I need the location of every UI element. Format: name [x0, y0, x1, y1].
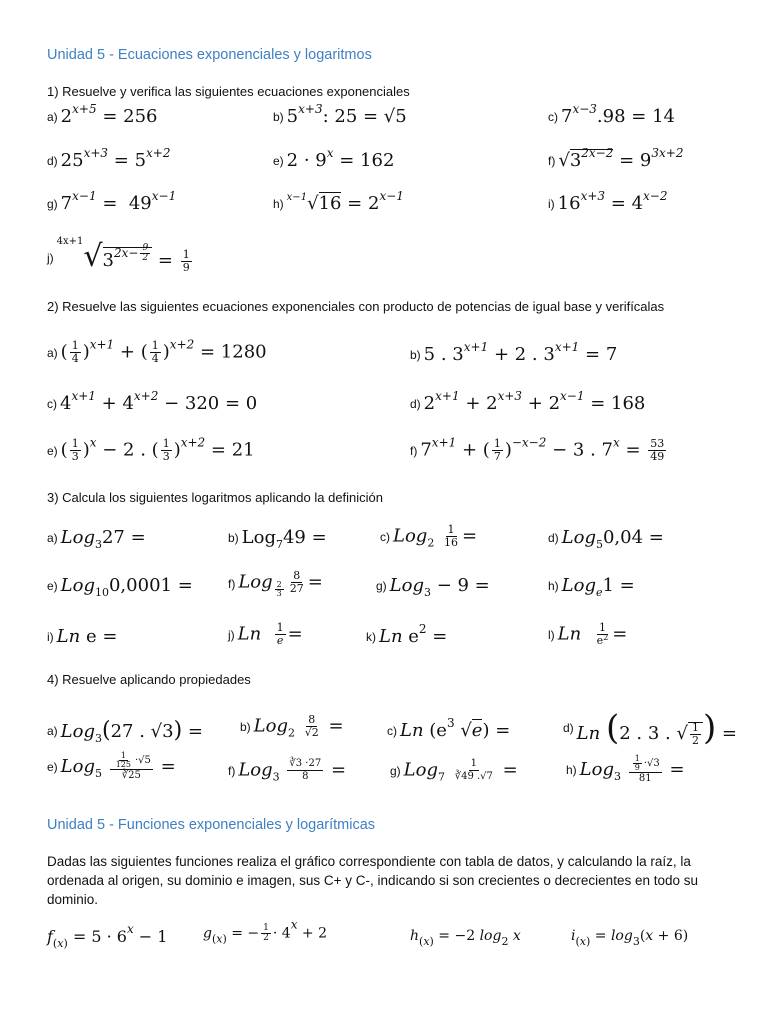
function-h: $h_{(x)} = -2$ $\log_2 x$ [410, 928, 521, 948]
unit-title-equations: Unidad 5 - Ecuaciones exponenciales y logaritmos [47, 47, 372, 63]
log-3e: e) Log$_{10}$0,0001 = [47, 575, 193, 599]
log-3h: h) Log$_e$1 = [548, 575, 635, 599]
exercise-1h: h) $^{x-1}√16 = 2^{x-1}$ [273, 189, 404, 214]
function-f: $f_{(x)} = 5 \cdot 6^x - 1$ [47, 922, 168, 950]
log-3b: b) Log$_7$49 = [228, 527, 327, 551]
log-3l: l) Ln $\frac{1}{e^2}$ = [548, 621, 628, 647]
exercise-2d: d) $2^{x+1} + 2^{x+3} + 2^{x-1} = 168$ [410, 389, 646, 414]
prop-4a: a) Log$_3$(27 . √3) = [47, 718, 203, 745]
prop-4h: h) Log$_3$ $\frac{1}{9}$ ·√3 81 = [566, 754, 685, 784]
prop-4c: c) Ln ($e^3$ √e) = [387, 716, 511, 741]
instructions-paragraph: Dadas las siguientes funciones realiza el gráfico correspondiente con tabla de datos, y calculando la raíz, la ordenada al origen, su dominio e imagen, sus C+ y C-, indicando si son crecientes o decrecientes en todo su dominio. [47, 854, 698, 907]
log-3a: a) Log$_3$27 = [47, 527, 146, 551]
exercise-1f: f) $√3^{2x-2} = 9^{3x+2}$ [548, 146, 684, 171]
exercise-1e: e) $2 \cdot 9^x = 162$ [273, 146, 395, 171]
log-3g: g) Log$_3$ − 9 = [376, 575, 490, 599]
exercise-1j: j) $^{4x+1}√3^{2x- \frac{9}{2}}$ = $\frac{1}{9}$ [47, 236, 190, 274]
prop-4b: b) Log$_2$ $\frac{8}{√2}$ = [240, 713, 344, 740]
log-3j: j) Ln $\frac{1}{e}$ = [228, 621, 303, 647]
section-3-title: 3) Calcula los siguientes logaritmos aplicando la definición [47, 490, 384, 505]
exercise-1g: g) $7^{x-1} = 49^{x-1}$ [47, 189, 177, 214]
exercise-2a: a) ( $\frac{1}{4}$ )$^{x+1}$ + ( $\frac{1}{4}$ )$^{x+2}$ = 1280 [47, 337, 267, 365]
prop-4e: e) Log$_5$ $\frac{1}{125}$ ·√5 ∛25 = [47, 751, 176, 781]
exercise-2b: b) 5 . $3^{x+1} + 2$ . $3^{x+1} = 7$ [410, 340, 618, 365]
section-2-title: 2) Resuelve las siguientes ecuaciones exponenciales con producto de potencias de igual base y verifícalas [47, 299, 665, 314]
log-3c: c) Log$_2$ $\frac{1}{16}$ = [380, 523, 478, 550]
exercise-1a: a) $2^{x+5} = 256$ [47, 102, 158, 127]
section-1-title: 1) Resuelve y verifica las siguientes ecuaciones exponenciales [47, 84, 410, 99]
exercise-2c: c) $4^{x+1} + 4^{x+2} - 320 = 0$ [47, 389, 258, 414]
function-g: $g_{(x)}$ = − $\frac{1}{2}$ · $4^x + 2$ [203, 917, 328, 946]
exercise-1b: b) $5^{x+3}$: 25 = √5 [273, 102, 407, 127]
prop-4d: d) Ln (2 . 3 . √ $\frac{1}{2}$ ) = [563, 708, 738, 748]
section-4-title: 4) Resuelve aplicando propiedades [47, 672, 251, 687]
exercise-2e: e) ( $\frac{1}{3}$ )$^x$ − 2 . ( $\frac{1}{3}$ )$^{x+2}$ = 21 [47, 435, 255, 463]
exercise-2f: f) $7^{x+1}$ + ( $\frac{1}{7}$ )$^{-x-2}$ − 3 . $7^x$ = $\frac{53}{49}$ [410, 435, 665, 463]
exercise-1i: i) $16^{x+3} = 4^{x-2}$ [548, 189, 668, 214]
prop-4g: g) Log$_7$ $\frac{1}{∛49 .√7}$ = [390, 758, 518, 784]
log-3d: d) Log$_5$0,04 = [548, 527, 664, 551]
prop-4f: f) Log$_3$ $\frac{∛3 \cdot 27}{8}$ = [228, 758, 347, 784]
log-3k: k) Ln $e^2$ = [366, 622, 448, 647]
exercise-1d: d) $25^{x+3} = 5^{x+2}$ [47, 146, 171, 171]
function-i: $i_{(x)} = \log_3(x + 6)$ [571, 928, 689, 948]
log-3f: f) Log $_{\frac{2}{3}}$ $\frac{8}{27}$ = [228, 569, 323, 598]
exercise-1c: c) $7^{x-3}.98 = 14$ [548, 102, 675, 127]
log-3i: i) Ln e = [47, 626, 118, 647]
unit-title-functions: Unidad 5 - Funciones exponenciales y logarítmicas [47, 817, 376, 833]
